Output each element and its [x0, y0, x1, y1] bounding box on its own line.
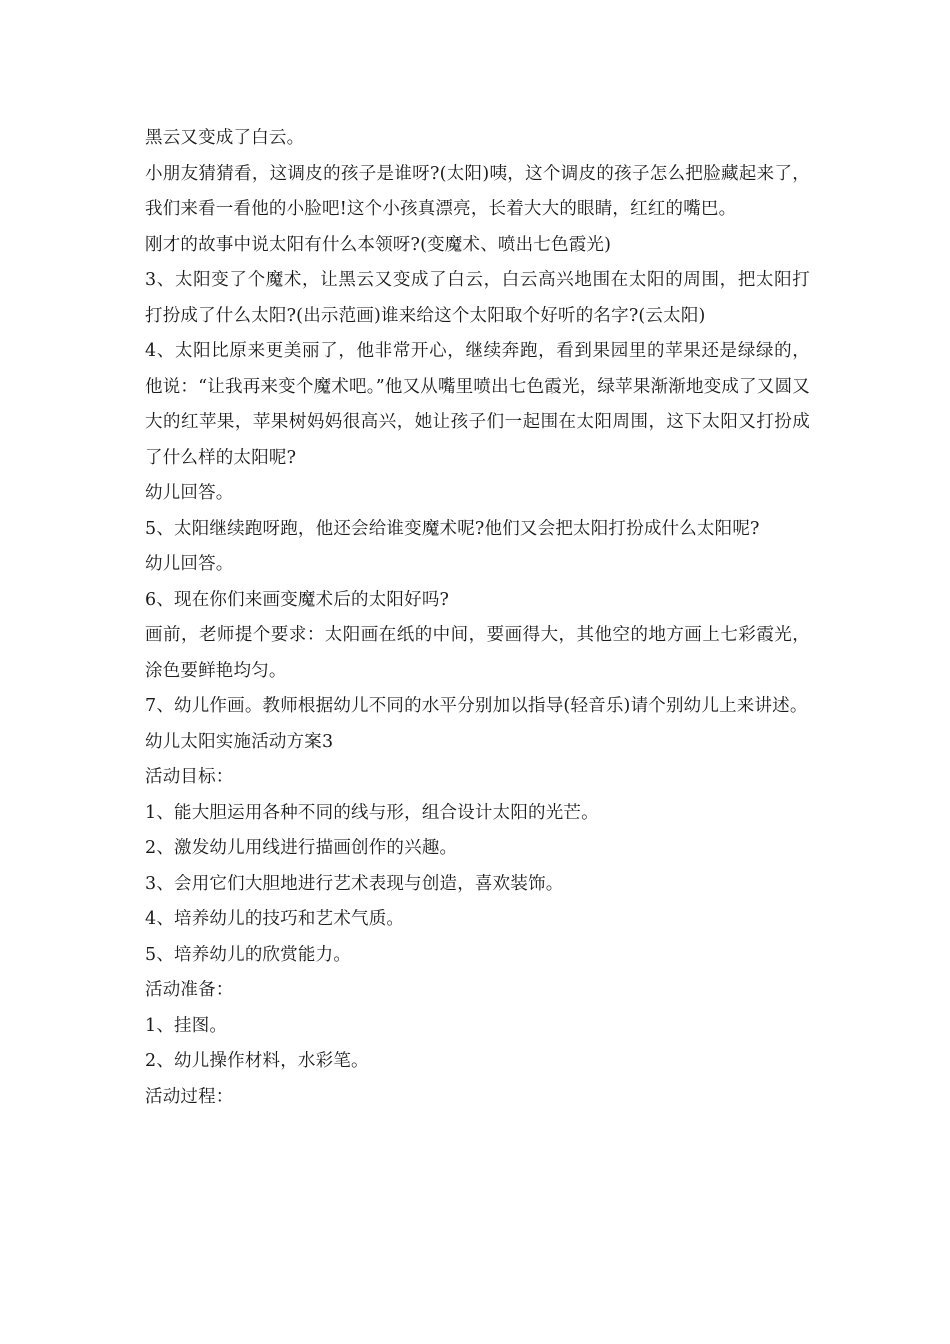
paragraph: 刚才的故事中说太阳有什么本领呀?(变魔术、喷出七色霞光): [145, 234, 612, 255]
subsection-heading: 活动准备：: [145, 980, 234, 1000]
paragraph: 小朋友猜猜看，这调皮的孩子是谁呀?(太阳)咦，这个调皮的孩子怎么把脸藏起来了，我们来看一看他的小脸吧!这个小孩真漂亮，长着大大的眼睛，红红的嘴巴。: [145, 163, 810, 219]
list-item: 1、能大胆运用各种不同的线与形，组合设计太阳的光芒。: [145, 802, 599, 823]
list-item: 1、挂图。: [145, 1015, 228, 1036]
section-heading: 幼儿太阳实施活动方案3: [145, 731, 334, 752]
subsection-heading: 活动目标：: [145, 767, 234, 787]
document-page: [145, 121, 810, 1115]
paragraph: 黑云又变成了白云。: [145, 128, 305, 148]
subsection-heading: 活动过程：: [145, 1086, 234, 1107]
paragraph: 幼儿回答。: [145, 483, 234, 503]
list-item: 2、激发幼儿用线进行描画创作的兴趣。: [145, 838, 458, 858]
list-item: 5、培养幼儿的欣赏能力。: [145, 944, 352, 965]
paragraph: 5、太阳继续跑呀跑，他还会给谁变魔术呢?他们又会把太阳打扮成什么太阳呢?: [145, 518, 760, 539]
paragraph: 幼儿回答。: [145, 554, 234, 574]
paragraph: 6、现在你们来画变魔术后的太阳好吗?: [145, 589, 450, 610]
list-item: 3、会用它们大胆地进行艺术表现与创造，喜欢装饰。: [145, 873, 564, 894]
paragraph: 画前，老师提个要求：太阳画在纸的中间，要画得大，其他空的地方画上七彩霞光，涂色要鲜艳均匀。: [145, 625, 810, 681]
list-item: 2、幼儿操作材料，水彩笔。: [145, 1051, 369, 1071]
paragraph: 4、太阳比原来更美丽了，他非常开心，继续奔跑，看到果园里的苹果还是绿绿的，他说：“让我再来变个魔术吧。”他又从嘴里喷出七色霞光，绿苹果渐渐地变成了又圆又大的红苹果，苹果树妈妈很高兴，她让孩子们一起围在太阳周围，这下太阳又打扮成了什么样的太阳呢?: [145, 341, 810, 468]
list-item: 4、培养幼儿的技巧和艺术气质。: [145, 909, 405, 929]
paragraph: 3、太阳变了个魔术，让黑云又变成了白云，白云高兴地围在太阳的周围，把太阳打打扮成了什么太阳?(出示范画)谁来给这个太阳取个好听的名字?(云太阳): [145, 270, 810, 326]
paragraph: 7、幼儿作画。教师根据幼儿不同的水平分别加以指导(轻音乐)请个别幼儿上来讲述。: [145, 696, 808, 716]
